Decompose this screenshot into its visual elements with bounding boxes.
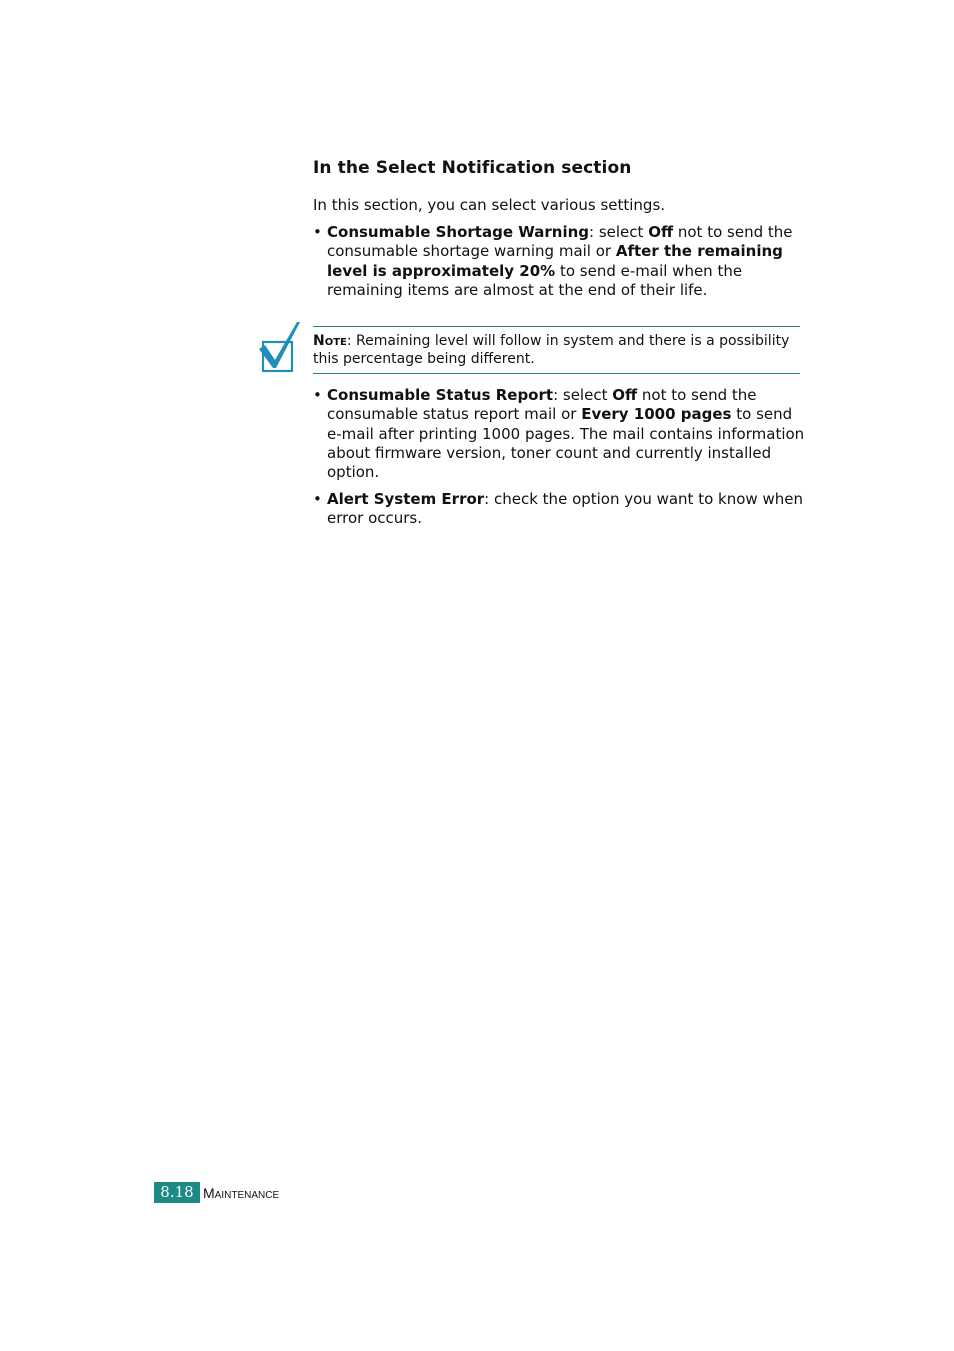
section-title: In the Select Notification section [313, 158, 632, 178]
list-item-consumable-status-report [313, 386, 807, 482]
bullet-text: not to send the consumable status report mail or [327, 386, 757, 424]
bullet-dot: • [313, 386, 322, 404]
bullet-text: to send e-mail after printing 1000 pages. The mail contains information about firmware version, toner count and currently installed option. [327, 405, 805, 482]
bullet-text: to send e-mail when the remaining items are almost at the end of their life. [327, 261, 743, 299]
bullet-text: : check the option you want to know when error occurs. [327, 490, 803, 528]
list-item-consumable-shortage-warning [313, 223, 807, 300]
bullet-text: : select [553, 386, 613, 404]
note-text [313, 332, 800, 368]
note-label: Note [313, 333, 347, 349]
section-intro: In this section, you can select various settings. [313, 196, 666, 214]
note-box [313, 326, 800, 374]
bullet-option: After the remaining level is approximately 20% [327, 242, 783, 280]
bullet-option: Every 1000 pages [581, 405, 732, 424]
bullet-dot: • [313, 490, 322, 508]
bullet-term: Consumable Shortage Warning [327, 223, 590, 241]
page-number: 8.18 [154, 1182, 200, 1203]
bullet-text: not to send the consumable shortage warning mail or [327, 223, 793, 261]
list-item-alert-system-error [313, 490, 807, 529]
bullet-option: Off [648, 223, 674, 241]
bullet-term: Alert System Error [327, 490, 485, 508]
bullet-dot: • [313, 223, 322, 241]
bullet-text: : select [589, 223, 649, 241]
chapter-title: Maintenance [203, 1185, 280, 1201]
checkmark-icon [256, 318, 302, 374]
bullet-term: Consumable Status Report [327, 386, 554, 404]
note-body: : Remaining level will follow in system and there is a possibility this percentage being different. [313, 333, 790, 367]
bullet-option: Off [612, 386, 638, 404]
